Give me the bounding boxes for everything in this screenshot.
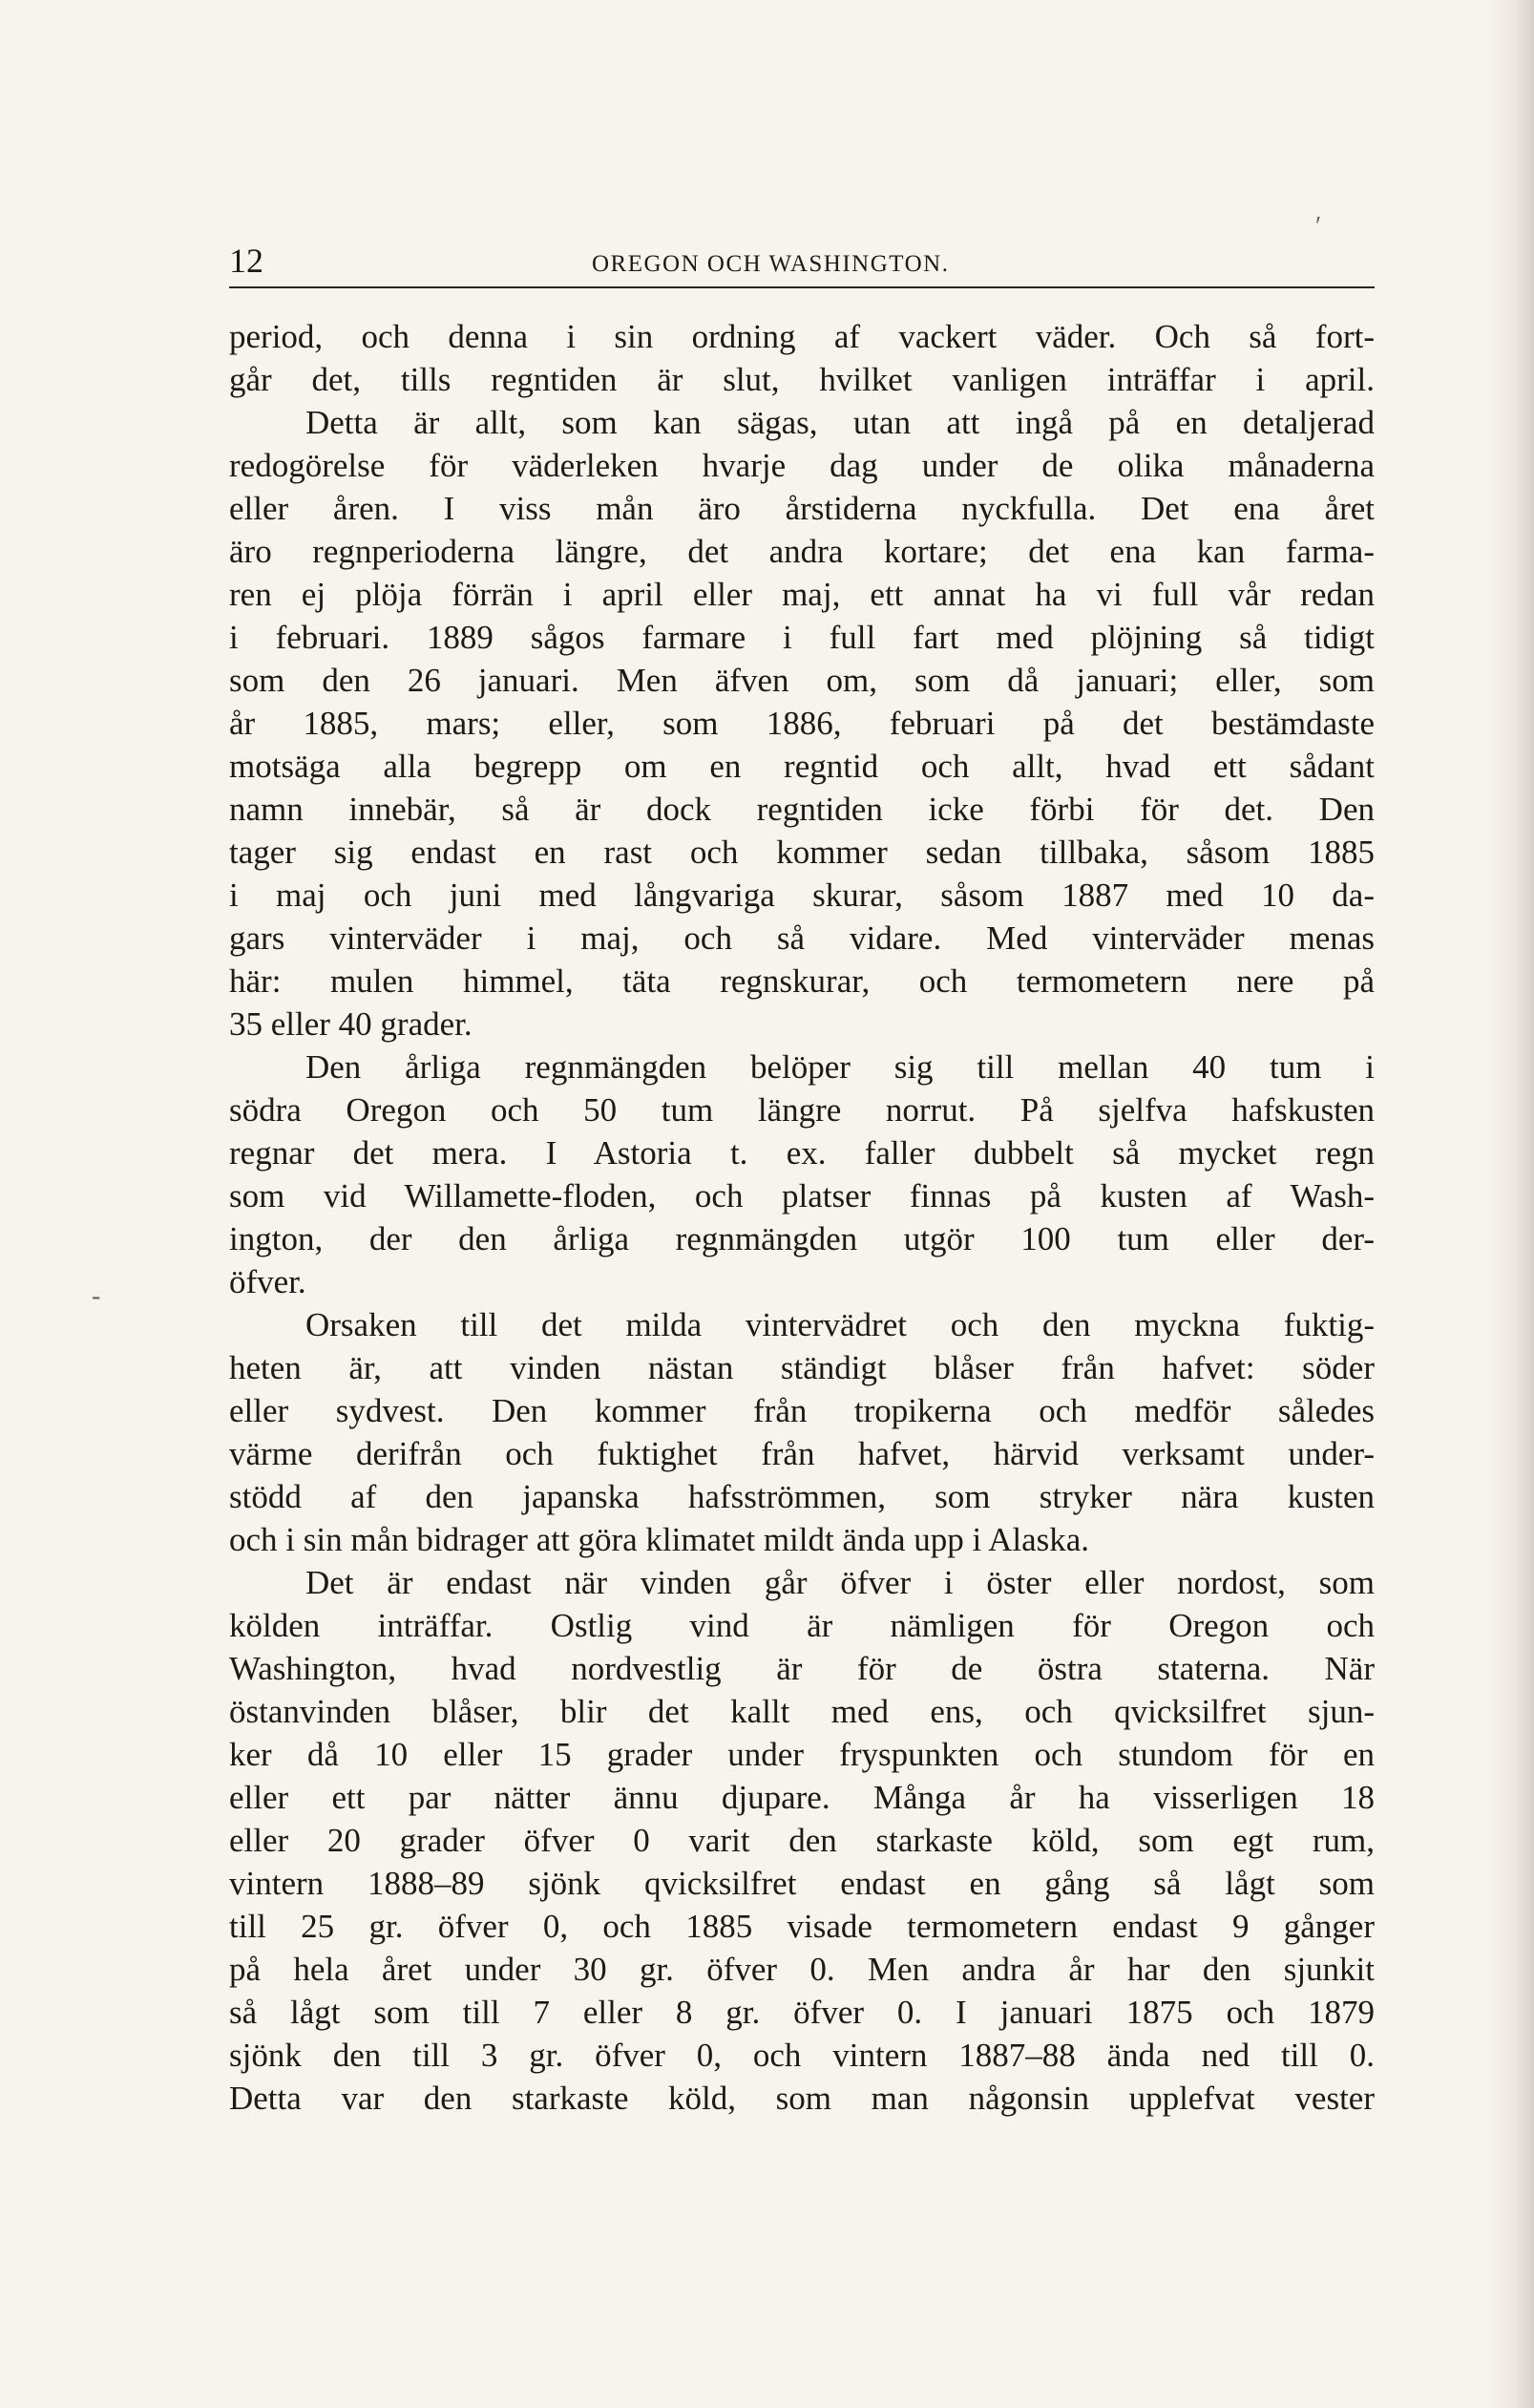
text-line: Den årliga regnmängden belöper sig till mellan 40 tum i [305, 1048, 1375, 1086]
body-text [229, 315, 1375, 2120]
text-line: stödd af den japanska hafsströmmen, som stryker nära kusten [229, 1478, 1375, 1515]
text-line: ington, der den årliga regnmängden utgör 100 tum eller der- [229, 1220, 1375, 1257]
text-line: går det, tills regntiden är slut, hvilket vanligen inträffar i april. [229, 361, 1375, 398]
text-line: kölden inträffar. Ostlig vind är nämligen för Oregon och [229, 1607, 1375, 1644]
text-line: tager sig endast en rast och kommer sedan tillbaka, såsom 1885 [229, 834, 1375, 871]
text-line: period, och denna i sin ordning af vackert väder. Och så fort- [229, 318, 1375, 355]
text-line: ker då 10 eller 15 grader under fryspunkten och stundom för en [229, 1736, 1375, 1773]
text-line: namn innebär, så är dock regntiden icke förbi för det. Den [229, 791, 1375, 828]
text-line: regnar det mera. I Astoria t. ex. faller dubbelt så mycket regn [229, 1134, 1375, 1172]
text-line: i februari. 1889 sågos farmare i full fart med plöjning så tidigt [229, 619, 1375, 656]
text-line: motsäga alla begrepp om en regntid och allt, hvad ett sådant [229, 748, 1375, 785]
running-head: OREGON OCH WASHINGTON. [592, 251, 950, 277]
text-line: östanvinden blåser, blir det kallt med ens, och qvicksilfret sjun- [229, 1693, 1375, 1730]
text-line: eller åren. I viss mån äro årstiderna nyckfulla. Det ena året [229, 490, 1375, 527]
text-line: öfver. [229, 1263, 306, 1300]
text-line: och i sin mån bidrager att göra klimatet mildt ända upp i Alaska. [229, 1521, 1090, 1558]
text-line: Det är endast när vinden går öfver i öster eller nordost, som [305, 1564, 1375, 1601]
header-rule [229, 286, 1375, 288]
text-line: år 1885, mars; eller, som 1886, februari på det bestämdaste [229, 705, 1375, 742]
text-line: Detta är allt, som kan sägas, utan att ingå på en detaljerad [305, 404, 1375, 441]
text-line: så lågt som till 7 eller 8 gr. öfver 0. I januari 1875 och 1879 [229, 1994, 1375, 2031]
text-line: vintern 1888–89 sjönk qvicksilfret endast en gång så lågt som [229, 1865, 1375, 1902]
margin-dash-mark: - [92, 1281, 101, 1311]
text-line: gars vinterväder i maj, och så vidare. Med vinterväder menas [229, 919, 1375, 957]
text-line: Washington, hvad nordvestlig är för de östra staterna. När [229, 1650, 1375, 1687]
text-line: eller 20 grader öfver 0 varit den starkaste köld, som egt rum, [229, 1822, 1375, 1859]
text-line: som vid Willamette-floden, och platser finnas på kusten af Wash- [229, 1177, 1375, 1215]
text-line: äro regnperioderna längre, det andra kortare; det ena kan farma- [229, 533, 1375, 570]
text-line: som den 26 januari. Men äfven om, som då januari; eller, som [229, 662, 1375, 699]
text-line: eller sydvest. Den kommer från tropikerna och medför således [229, 1392, 1375, 1429]
text-line: till 25 gr. öfver 0, och 1885 visade termometern endast 9 gånger [229, 1908, 1375, 1945]
text-line: sjönk den till 3 gr. öfver 0, och vintern 1887–88 ända ned till 0. [229, 2037, 1375, 2074]
page-header [229, 237, 1375, 285]
text-line: Detta var den starkaste köld, som man någonsin upplefvat vester [229, 2080, 1375, 2117]
text-line: ren ej plöja förrän i april eller maj, ett annat ha vi full vår redan [229, 576, 1375, 613]
margin-tick-mark: ′ [1315, 212, 1322, 242]
text-line: här: mulen himmel, täta regnskurar, och termometern nere på [229, 962, 1375, 1000]
text-line: i maj och juni med långvariga skurar, såsom 1887 med 10 da- [229, 877, 1375, 914]
page-number: 12 [229, 242, 263, 280]
page-edge-shadow [1488, 0, 1534, 2408]
text-line: 35 eller 40 grader. [229, 1005, 473, 1043]
text-line: på hela året under 30 gr. öfver 0. Men andra år har den sjunkit [229, 1951, 1375, 1988]
text-line: södra Oregon och 50 tum längre norrut. På sjelfva hafskusten [229, 1091, 1375, 1129]
text-line: värme derifrån och fuktighet från hafvet, härvid verksamt under- [229, 1435, 1375, 1472]
text-line: eller ett par nätter ännu djupare. Många år ha visserligen 18 [229, 1779, 1375, 1816]
text-line: Orsaken till det milda vintervädret och den myckna fuktig- [305, 1306, 1375, 1343]
text-line: redogörelse för väderleken hvarje dag under de olika månaderna [229, 447, 1375, 484]
text-line: heten är, att vinden nästan ständigt blåser från hafvet: söder [229, 1349, 1375, 1386]
